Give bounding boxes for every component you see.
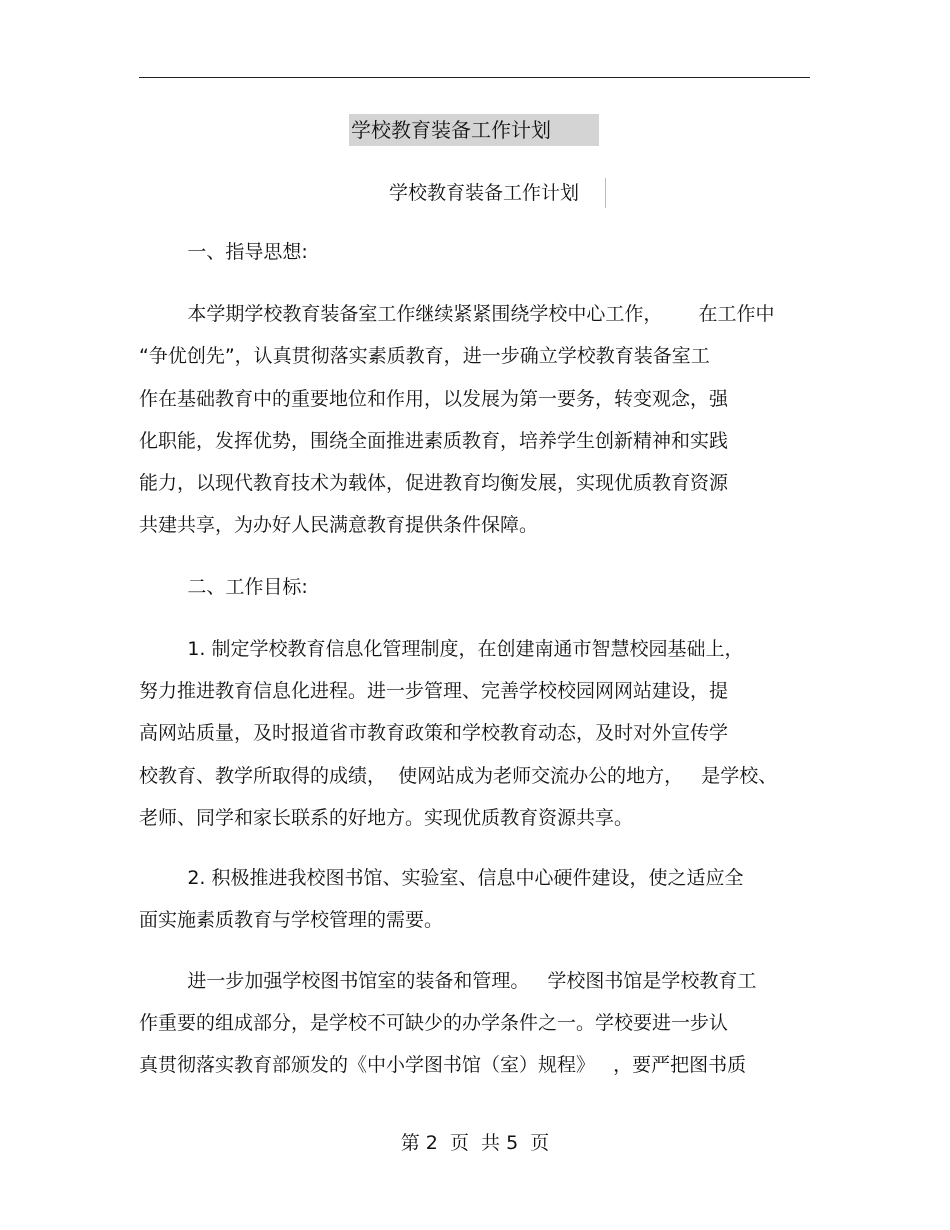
text-line: “争优创先”，认真贯彻落实素质教育，进一步确立学校教育装备室工 xyxy=(139,345,710,367)
document-title: 学校教育装备工作计划 xyxy=(349,114,599,146)
text-line: 真贯彻落实教育部颁发的《中小学图书馆（室）规程》 ，要严把图书质 xyxy=(139,1054,747,1076)
page-number: 第 2 页 共 5 页 xyxy=(400,1132,550,1154)
text-line: 校教育、教学所取得的成绩， 使网站成为老师交流办公的地方， 是学校、 xyxy=(139,765,778,787)
text-line: 1. 制定学校教育信息化管理制度，在创建南通市智慧校园基础上， xyxy=(139,638,744,660)
text-line: 高网站质量，及时报道省市教育政策和学校教育动态，及时对外宣传学 xyxy=(139,722,729,744)
text-line: 作重要的组成部分，是学校不可缺少的办学条件之一。学校要进一步认 xyxy=(139,1012,729,1034)
text-line: 共建共享，为办好人民满意教育提供条件保障。 xyxy=(139,514,539,536)
text-line: 二、工作目标: xyxy=(139,576,308,598)
text-line: 一、指导思想: xyxy=(139,241,308,263)
text-line: 化职能，发挥优势，围绕全面推进素质教育，培养学生创新精神和实践 xyxy=(139,430,729,452)
text-line: 进一步加强学校图书馆室的装备和管理。 学校图书馆是学校教育工 xyxy=(139,970,757,992)
text-line: 作在基础教育中的重要地位和作用，以发展为第一要务，转变观念，强 xyxy=(139,388,729,410)
text-line: 面实施素质教育与学校管理的需要。 xyxy=(139,909,444,931)
text-line: 2. 积极推进我校图书馆、实验室、信息中心硬件建设，使之适应全 xyxy=(139,867,744,889)
document-subtitle: 学校教育装备工作计划 xyxy=(389,178,606,208)
text-line: 本学期学校教育装备室工作继续紧紧围绕学校中心工作， 在工作中 xyxy=(139,303,775,325)
text-line: 老师、同学和家长联系的好地方。实现优质教育资源共享。 xyxy=(139,807,634,829)
text-line: 努力推进教育信息化进程。进一步管理、完善学校校园网网站建设，提 xyxy=(139,680,729,702)
header-rule xyxy=(139,77,810,78)
text-line: 能力，以现代教育技术为载体，促进教育均衡发展，实现优质教育资源 xyxy=(139,472,729,494)
